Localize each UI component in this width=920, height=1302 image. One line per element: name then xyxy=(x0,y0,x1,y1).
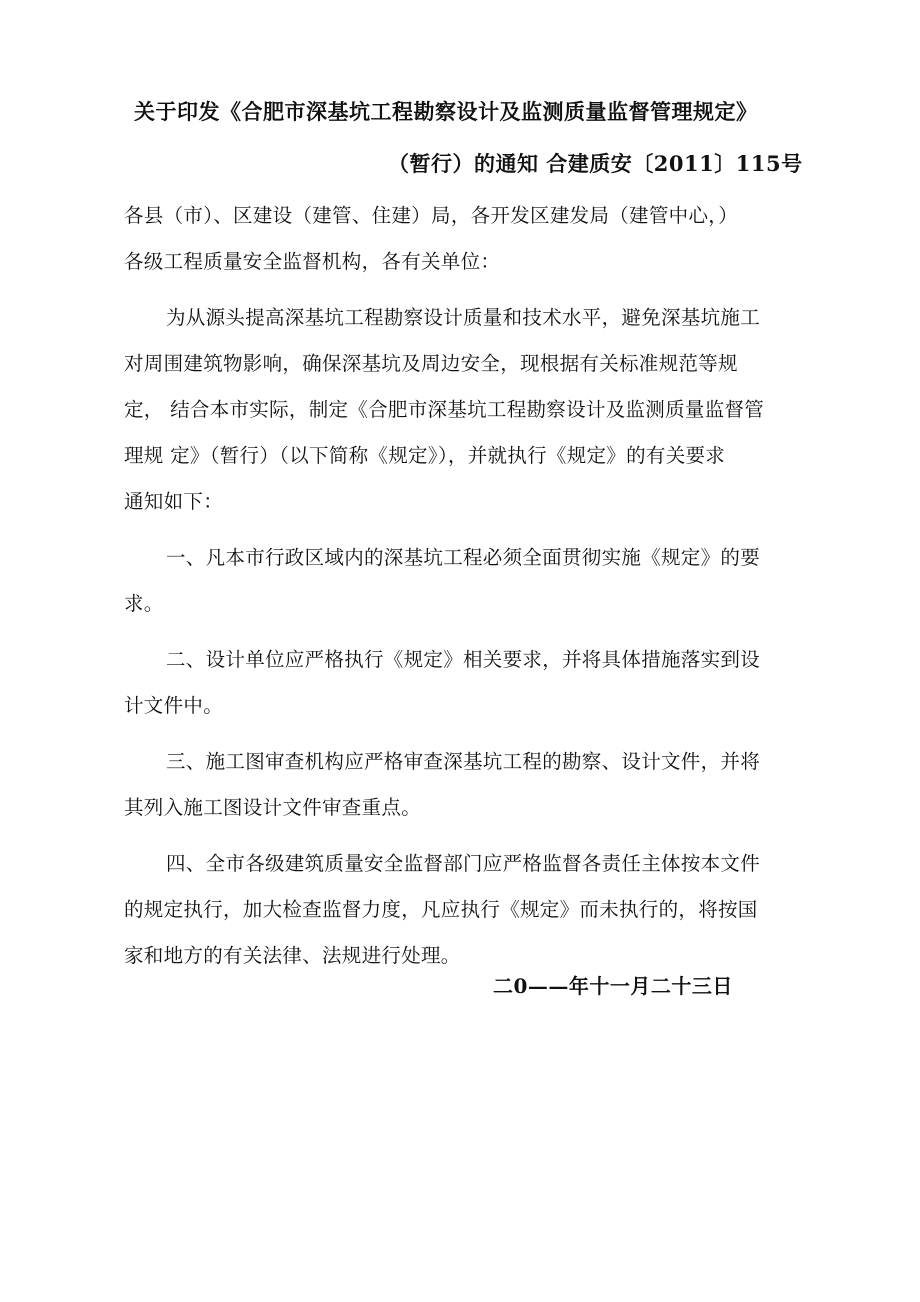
recipients-line-2: 各级工程质量安全监督机构，各有关单位： xyxy=(124,250,501,273)
item-4-line: 的规定执行，加大检查监督力度，凡应执行《规定》而未执行的，将按国 xyxy=(124,898,758,921)
item-3-line: 其列入施工图设计文件审查重点。 xyxy=(124,796,422,819)
document-title-line-1: 关于印发《合肥市深基坑工程勘察设计及监测质量监督管理规定》 xyxy=(134,99,758,124)
intro-line: 对周围建筑物影响，确保深基坑及周边安全，现根据有关标准规范等规 xyxy=(124,352,738,375)
intro-line: 为从源头提高深基坑工程勘察设计质量和技术水平，避免深基坑施工 xyxy=(166,306,761,329)
item-4-line: 四、全市各级建筑质量安全监督部门应严格监督各责任主体按本文件 xyxy=(166,852,761,875)
intro-line: 定， 结合本市实际，制定《合肥市深基坑工程勘察设计及监测质量监督管 xyxy=(124,398,765,421)
document-title-line-2: （暂行）的通知 合建质安〔2011〕115号 xyxy=(388,151,803,176)
item-4-line: 家和地方的有关法律、法规进行处理。 xyxy=(124,944,461,967)
recipients-line-1: 各县（市）、区建设（建管、住建）局，各开发区建发局（建管中心，） xyxy=(124,204,739,227)
item-3-line: 三、施工图审查机构应严格审查深基坑工程的勘察、设计文件，并将 xyxy=(166,750,761,773)
item-1-line: 一、凡本市行政区域内的深基坑工程必须全面贯彻实施《规定》的要 xyxy=(166,546,761,569)
intro-line: 理规 定》（暂行）（以下简称《规定》），并就执行《规定》的有关要求 xyxy=(124,444,726,467)
item-1-line: 求。 xyxy=(124,592,164,615)
item-2-line: 二、设计单位应严格执行《规定》相关要求，并将具体措施落实到设 xyxy=(166,648,761,671)
document-body xyxy=(124,193,824,979)
item-2-line: 计文件中。 xyxy=(124,694,224,717)
intro-line: 通知如下： xyxy=(124,490,224,513)
document-date: 二0——年十一月二十三日 xyxy=(493,974,733,998)
